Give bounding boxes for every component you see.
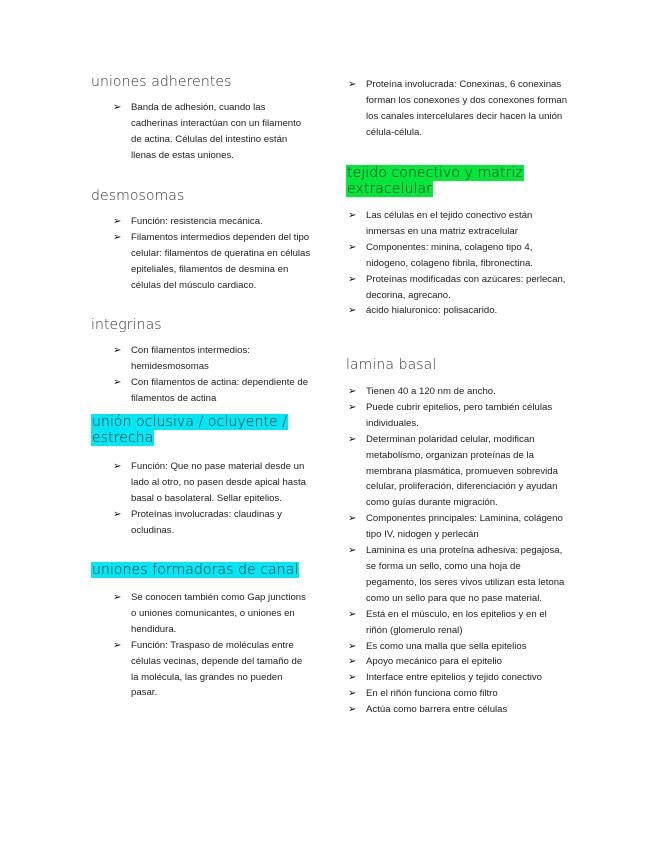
list-item: ➢ Puede cubrir epitelios, pero también células individuales.: [348, 401, 553, 429]
arrow-bullet-icon: ➢: [113, 376, 122, 388]
arrow-bullet-icon: ➢: [113, 592, 122, 603]
arrow-bullet-icon: ➢: [113, 102, 122, 113]
list-item: ➢ Tienen 40 a 120 nm de ancho.: [346, 384, 568, 400]
section-desmosomas: [91, 188, 316, 294]
list-tejido-conectivo: [346, 208, 568, 319]
section-lamina-basal: [346, 357, 576, 718]
list-item: ➢ Proteínas involucradas: claudinas y ocludinas.: [113, 508, 282, 536]
list-item: ➢ ácido hialuronico: polisacarido.: [346, 303, 568, 319]
heading-uniones-adherentes: uniones adherentes: [91, 74, 232, 90]
arrow-bullet-icon: ➢: [348, 401, 357, 413]
list-item: ➢ Proteínas modificadas con azúcares: perlecan, decorina, agrecano.: [348, 273, 566, 301]
heading-lamina-basal: lamina basal: [346, 357, 437, 373]
arrow-bullet-icon: ➢: [348, 79, 357, 90]
list-item: ➢ Filamentos intermedios dependen del tipo celular: filamentos de queratina en células epiteliales, filamentos de desmina en células del músculo cardiaco.: [113, 231, 311, 291]
list-item: ➢ Es como una malla que sella epitelios: [346, 639, 568, 655]
heading-integrinas: integrinas: [91, 317, 162, 333]
list-item: ➢ Función: Traspaso de moléculas entre células vecinas, depende del tamaño de la molécula, las grandes no pueden pasar.: [113, 639, 303, 699]
section-integrinas: [91, 317, 316, 407]
list-item: ➢ Función: resistencia mecánica.: [111, 214, 311, 230]
list-item: ➢ Interface entre epitelios y tejido conectivo: [346, 670, 568, 686]
arrow-bullet-icon: ➢: [348, 545, 357, 557]
heading-tejido-conectivo: tejido conectivo y matriz extracelular: [347, 165, 523, 197]
list-item: ➢ En el riñón funciona como filtro: [346, 686, 568, 702]
list-item: ➢ Función: Que no pase material desde un lado al otro, no pasen desde apical hasta basal o basolateral. Sellar epitelios.: [113, 461, 306, 504]
list-integrinas: [111, 343, 311, 407]
arrow-bullet-icon: ➢: [348, 672, 357, 684]
arrow-bullet-icon: ➢: [348, 273, 357, 285]
list-item: ➢ Banda de adhesión, cuando las cadherinas interactúan con un filamento de actina. Células del intestino están llenas de estas uniones.: [113, 102, 302, 161]
list-uniones-canal: [111, 590, 311, 701]
arrow-bullet-icon: ➢: [113, 231, 122, 243]
arrow-bullet-icon: ➢: [348, 704, 357, 716]
arrow-bullet-icon: ➢: [348, 210, 357, 221]
list-item: ➢ Está en el músculo, en los epitelios y en el riñón (glomerulo renal): [348, 608, 547, 636]
list-union-oclusiva: [111, 459, 311, 539]
arrow-bullet-icon: ➢: [348, 656, 357, 668]
list-item: ➢ Componentes: minina, colageno tipo 4, nidogeno, colageno fibrila, fibronectina.: [348, 241, 533, 269]
list-item: ➢ Con filamentos intermedios: hemidesmosomas: [113, 345, 250, 372]
list-desmosomas: [111, 214, 311, 294]
arrow-bullet-icon: ➢: [113, 345, 122, 356]
list-item: ➢ Componentes principales: Laminina, colágeno tipo IV, nidogen y perlecán: [348, 513, 563, 541]
list-item: ➢ Proteína involucrada: Conexinas, 6 conexinas forman los conexones y dos conexones forman los canales intercelulares decir hacen la unión célula-célula.: [348, 79, 568, 138]
list-item: ➢ Actúa como barrera entre células: [346, 702, 568, 718]
arrow-bullet-icon: ➢: [113, 508, 122, 520]
list-conexinas: [346, 77, 568, 141]
list-lamina-basal: [346, 384, 568, 718]
arrow-bullet-icon: ➢: [113, 216, 122, 227]
arrow-bullet-icon: ➢: [348, 513, 357, 525]
list-item: ➢ Laminina es una proteína adhesiva: pegajosa, se forma un sello, como una hoja de pegamento, los seres vivos utilizan esta letona como un sello para que no pase material.: [348, 545, 565, 604]
section-tejido-conectivo: [346, 165, 576, 319]
arrow-bullet-icon: ➢: [348, 386, 357, 397]
arrow-bullet-icon: ➢: [113, 639, 122, 651]
section-union-oclusiva: [91, 414, 316, 539]
section-conexinas: [346, 77, 576, 141]
list-item: ➢ Apoyo mecánico para el epitelio: [346, 654, 568, 670]
list-item: ➢ Se conocen también como Gap junctions o uniones comunicantes, o uniones en hendidura.: [113, 592, 306, 635]
list-uniones-adherentes: [111, 100, 306, 164]
section-uniones-adherentes: [91, 74, 316, 164]
arrow-bullet-icon: ➢: [348, 241, 357, 253]
arrow-bullet-icon: ➢: [348, 433, 357, 445]
list-item: ➢ Determinan polaridad celular, modifican metabolismo, organizan proteínas de la membrana plasmática, promueven sobrevida celular, proliferación, diferenciación y ayudan como guías durante migración.: [348, 433, 558, 509]
arrow-bullet-icon: ➢: [348, 688, 357, 700]
arrow-bullet-icon: ➢: [348, 608, 357, 620]
arrow-bullet-icon: ➢: [348, 640, 357, 652]
arrow-bullet-icon: ➢: [348, 305, 357, 317]
arrow-bullet-icon: ➢: [113, 461, 122, 472]
heading-desmosomas: desmosomas: [91, 188, 185, 204]
heading-union-oclusiva: unión oclusiva / ocluyente / estrecha: [92, 414, 288, 446]
list-item: ➢ Con filamentos de actina: dependiente de filamentos de actina: [113, 376, 309, 404]
list-item: ➢ Las células en el tejido conectivo están inmersas en una matriz extracelular: [348, 210, 533, 237]
section-uniones-canal: [91, 562, 316, 701]
heading-uniones-canal: uniones formadoras de canal: [92, 562, 299, 578]
